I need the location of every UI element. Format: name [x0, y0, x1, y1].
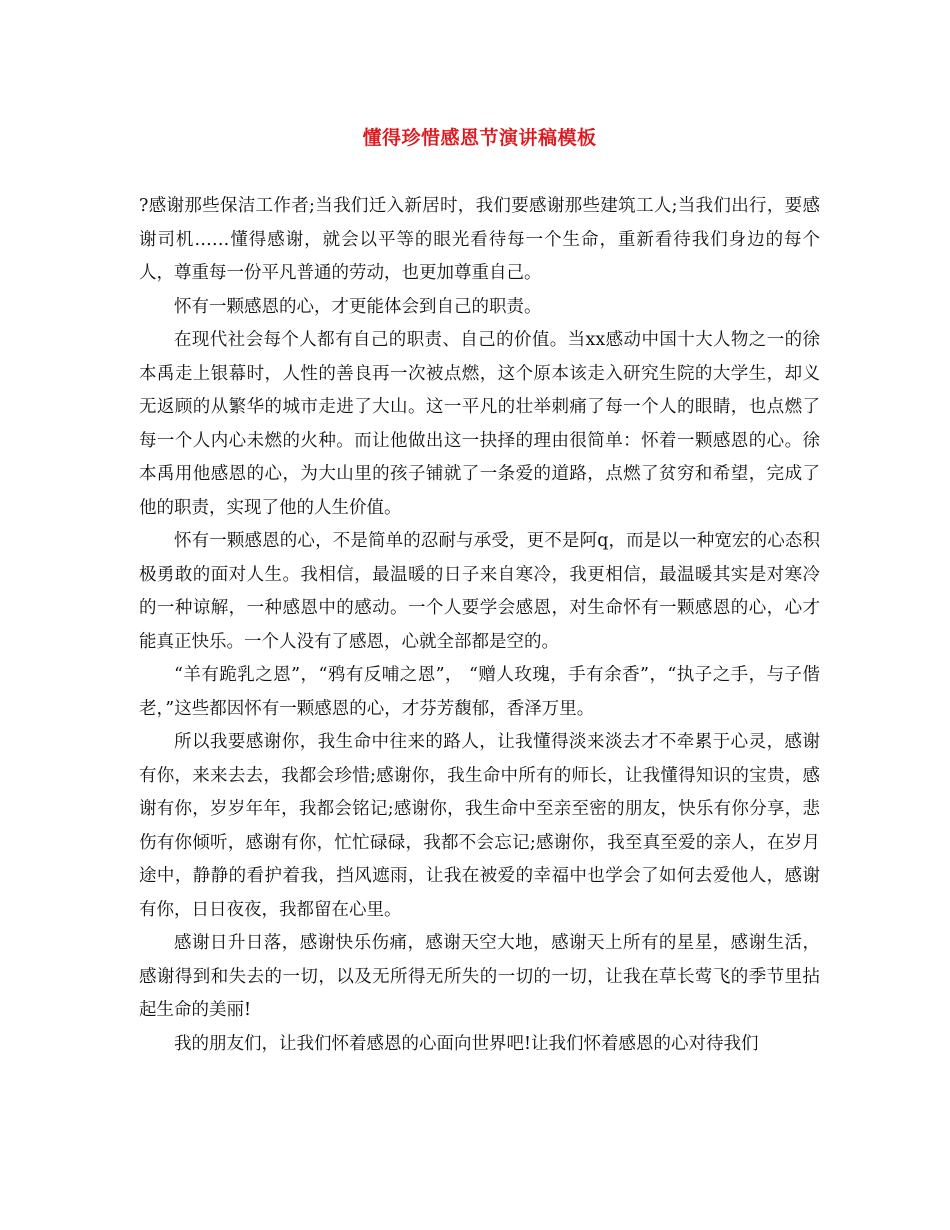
paragraph-5: “羊有跪乳之恩”，“鸦有反哺之恩”， “赠人玫瑰，手有余香”，“执子之手，与子偕老，”这些都因怀有一颗感恩的心，才芬芳馥郁，香泽万里。: [139, 665, 820, 719]
paragraph-2: 怀有一颗感恩的心，才更能体会到自己的职责。: [174, 296, 542, 317]
document-body: [139, 190, 820, 1061]
paragraph-8: 我的朋友们，让我们怀着感恩的心面向世界吧!让我们怀着感恩的心对待我们: [174, 1033, 759, 1054]
paragraph-6: 所以我要感谢你，我生命中往来的路人，让我懂得淡来淡去才不牵累于心灵，感谢有你，来来去去，我都会珍惜;感谢你，我生命中所有的师长，让我懂得知识的宝贵，感谢有你，岁岁年年，我都会铭记;感谢你，我生命中至亲至密的朋友，快乐有你分享，悲伤有你倾听，感谢有你，忙忙碌碌，我都不会忘记;感谢你，我至真至爱的亲人，在岁月途中，静静的看护着我，挡风遮雨，让我在被爱的幸福中也学会了如何去爱他人，感谢有你，日日夜夜，我都留在心里。: [139, 732, 820, 920]
paragraph-7: 感谢日升日落，感谢快乐伤痛，感谢天空大地，感谢天上所有的星星，感谢生活，感谢得到和失去的一切，以及无所得无所失的一切的一切，让我在草长莺飞的季节里拈起生命的美丽!: [139, 933, 820, 1020]
paragraph-3: 在现代社会每个人都有自己的职责、自己的价值。当xx感动中国十大人物之一的徐本禹走上银幕时，人性的善良再一次被点燃，这个原本该走入研究生院的大学生，却义无返顾的从繁华的城市走进了大山。这一平凡的壮举刺痛了每一个人的眼睛，也点燃了每一个人内心未燃的火种。而让他做出这一抉择的理由很简单：怀着一颗感恩的心。徐本禹用他感恩的心，为大山里的孩子铺就了一条爱的道路，点燃了贫穷和希望，完成了他的职责，实现了他的人生价值。: [139, 330, 820, 518]
paragraph-4: 怀有一颗感恩的心，不是简单的忍耐与承受，更不是阿q，而是以一种宽宏的心态积极勇敢的面对人生。我相信，最温暖的日子来自寒冷，我更相信，最温暖其实是对寒冷的一种谅解，一种感恩中的感动。一个人要学会感恩，对生命怀有一颗感恩的心，心才能真正快乐。一个人没有了感恩，心就全部都是空的。: [139, 531, 820, 652]
document-title: 懂得珍惜感恩节演讲稿模板: [362, 127, 597, 149]
paragraph-1: ?感谢那些保洁工作者;当我们迁入新居时，我们要感谢那些建筑工人;当我们出行，要感谢司机……懂得感谢，就会以平等的眼光看待每一个生命，重新看待我们身边的每个人，尊重每一份平凡普通的劳动，也更加尊重自己。: [139, 196, 820, 283]
